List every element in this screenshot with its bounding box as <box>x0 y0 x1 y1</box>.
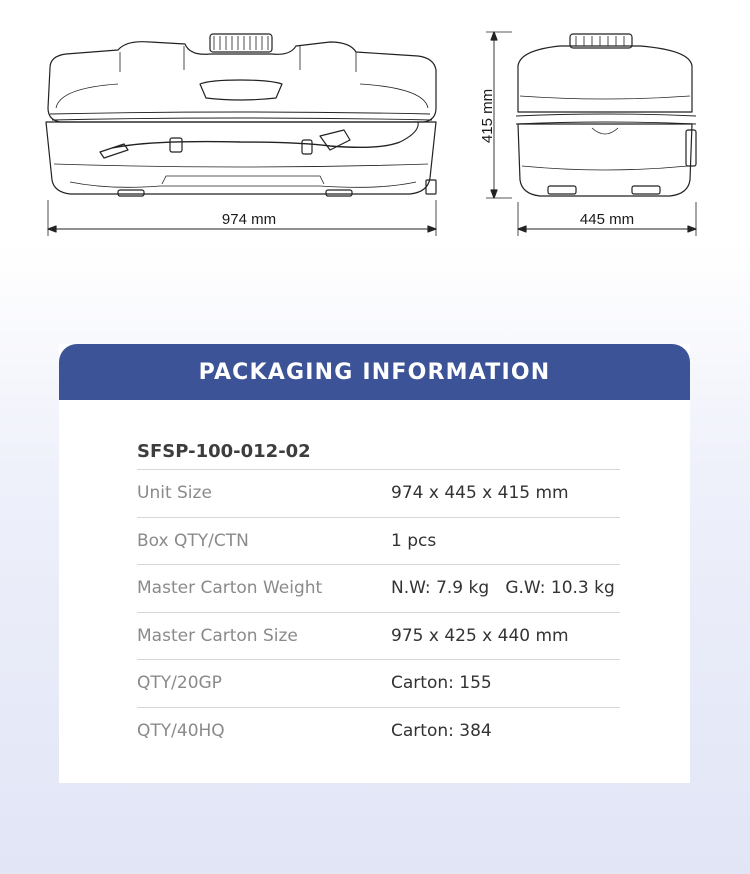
spec-label: QTY/20GP <box>137 673 222 694</box>
spec-value: N.W: 7.9 kg G.W: 10.3 kg <box>391 578 615 599</box>
packaging-info-card <box>59 344 690 783</box>
spec-label: QTY/40HQ <box>137 721 225 742</box>
card-header <box>59 344 690 400</box>
spec-row-unit-size <box>137 470 620 518</box>
card-title: PACKAGING INFORMATION <box>198 359 551 385</box>
spec-row-carton-size <box>137 613 620 661</box>
spec-label: Master Carton Size <box>137 625 298 646</box>
spec-row-box-qty <box>137 518 620 566</box>
spec-label: Box QTY/CTN <box>137 530 249 551</box>
width-dimension-label: 974 mm <box>221 211 277 228</box>
spec-value: 1 pcs <box>391 530 437 551</box>
spec-value: 975 x 425 x 440 mm <box>391 625 569 646</box>
spec-value: Carton: 384 <box>391 721 492 742</box>
spec-label: Unit Size <box>137 483 212 504</box>
product-technical-drawing <box>0 0 750 260</box>
spec-label: Master Carton Weight <box>137 578 323 599</box>
spec-row-carton-weight <box>137 565 620 613</box>
side-view <box>486 32 696 236</box>
height-dimension-label: 415 mm <box>479 88 496 144</box>
depth-dimension-label: 445 mm <box>579 211 635 228</box>
model-number: SFSP-100-012-02 <box>137 434 620 470</box>
spec-value: Carton: 155 <box>391 673 492 694</box>
spec-row-qty-40hq <box>137 708 620 756</box>
spec-value: 974 x 445 x 415 mm <box>391 483 569 504</box>
spec-table <box>137 434 620 755</box>
front-view <box>46 34 436 236</box>
spec-row-qty-20gp <box>137 660 620 708</box>
